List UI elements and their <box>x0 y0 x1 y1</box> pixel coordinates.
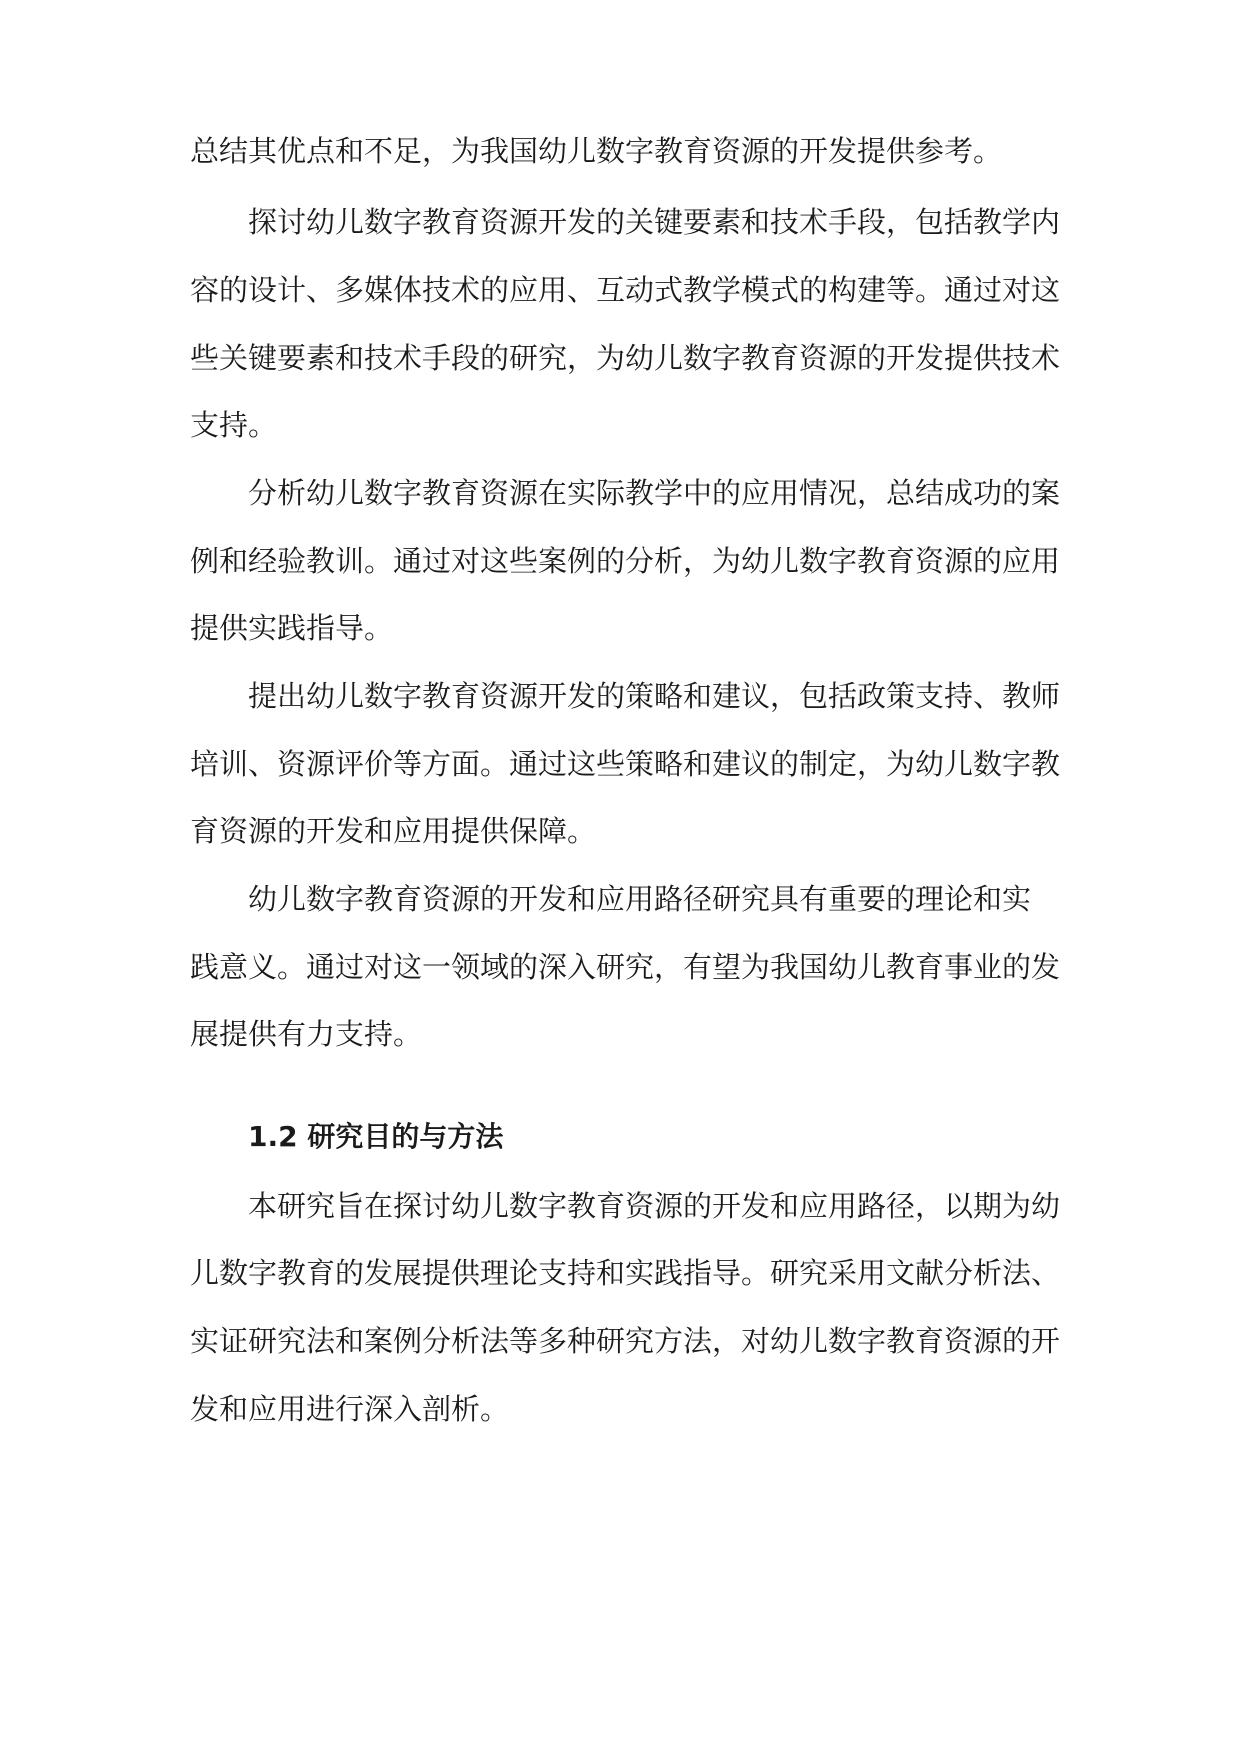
paragraph-line: 些关键要素和技术手段的研究，为幼儿数字教育资源的开发提供技术 <box>190 341 1061 375</box>
paragraph-line: 提供实践指导。 <box>190 611 394 645</box>
paragraph-line: 支持。 <box>190 408 278 442</box>
section-heading: 1.2 研究目的与方法 <box>248 1120 504 1153</box>
paragraph-line: 育资源的开发和应用提供保障。 <box>190 814 597 848</box>
paragraph-line: 发和应用进行深入剖析。 <box>190 1392 510 1426</box>
paragraph-line: 例和经验教训。通过对这些案例的分析，为幼儿数字教育资源的应用 <box>190 544 1061 578</box>
paragraph-line: 展提供有力支持。 <box>190 1017 423 1051</box>
paragraph-line: 提出幼儿数字教育资源开发的策略和建议，包括政策支持、教师 <box>248 679 1061 713</box>
paragraph-line: 分析幼儿数字教育资源在实际教学中的应用情况，总结成功的案 <box>248 476 1061 510</box>
paragraph-line: 培训、资源评价等方面。通过这些策略和建议的制定，为幼儿数字教 <box>190 747 1061 781</box>
paragraph-line: 践意义。通过对这一领域的深入研究，有望为我国幼儿教育事业的发 <box>190 950 1061 984</box>
paragraph-line: 容的设计、多媒体技术的应用、互动式教学模式的构建等。通过对这 <box>190 273 1061 307</box>
paragraph-line: 实证研究法和案例分析法等多种研究方法，对幼儿数字教育资源的开 <box>190 1324 1061 1358</box>
paragraph-line: 幼儿数字教育资源的开发和应用路径研究具有重要的理论和实 <box>248 882 1032 916</box>
paragraph-line: 探讨幼儿数字教育资源开发的关键要素和技术手段，包括教学内 <box>248 205 1061 239</box>
paragraph-line: 本研究旨在探讨幼儿数字教育资源的开发和应用路径，以期为幼 <box>248 1189 1061 1223</box>
paragraph-line: 儿数字教育的发展提供理论支持和实践指导。研究采用文献分析法、 <box>190 1256 1061 1290</box>
paragraph-line: 总结其优点和不足，为我国幼儿数字教育资源的开发提供参考。 <box>190 134 1003 168</box>
